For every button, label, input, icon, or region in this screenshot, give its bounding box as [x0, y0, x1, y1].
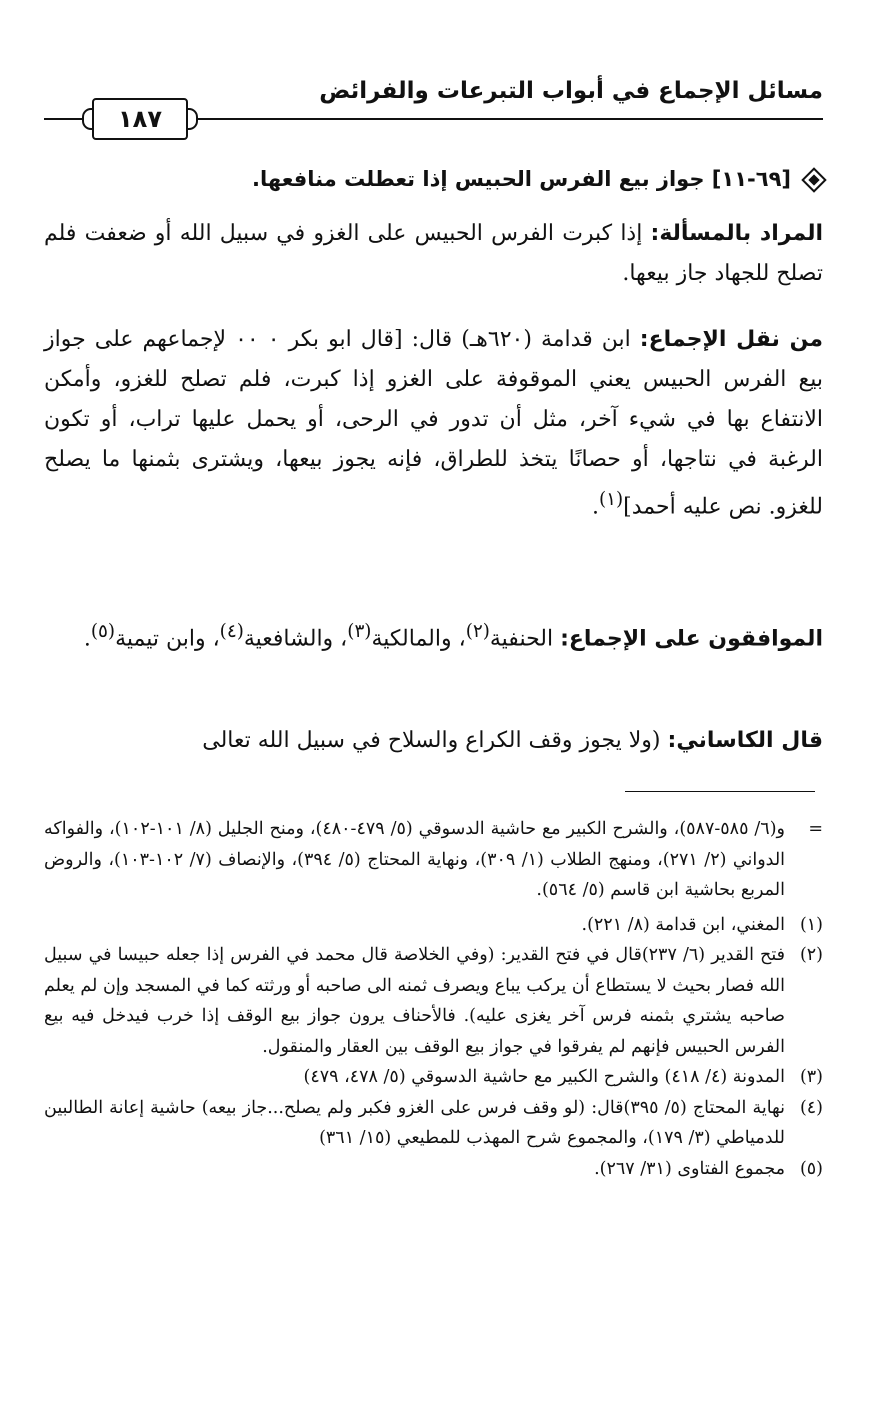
- agreeing-hanafi: الحنفية: [489, 626, 561, 652]
- footnote-item: [44, 1062, 823, 1093]
- footnote-mark: (٣): [799, 1067, 823, 1087]
- footnote-text: المدونة (٤/ ٤١٨) والشرح الكبير مع حاشية الدسوقي (٥/ ٤٧٨، ٤٧٩): [303, 1067, 785, 1087]
- issue-title: [٦٩-١١] جواز بيع الفرس الحبيس إذا تعطلت منافعها.: [251, 167, 791, 191]
- footnote-item: [44, 940, 823, 1062]
- footnote-item: [44, 910, 823, 941]
- meaning-lead: المراد بالمسألة:: [650, 221, 823, 246]
- footnote-continuation-text: و(٦/ ٥٨٥-٥٨٧)، والشرح الكبير مع حاشية الدسوقي (٥/ ٤٧٩-٤٨٠)، ومنح الجليل (٨/ ١٠١-١٠٢)، والفواكه الدواني (٢/ ٢٧١)، ومنهج الطلاب (١/ ٣٠٩)، ونهاية المحتاج (٥/ ٣٩٤)، والإنصاف (٧/ ١٠٢-١٠٣)، والروض المربع بحاشية ابن قاسم (٥/ ٥٦٤).: [44, 819, 786, 900]
- footnote-continuation-mark: =: [808, 819, 823, 839]
- footnote-mark: (٤): [799, 1097, 823, 1118]
- page-number-label: ١٨٧: [118, 105, 162, 133]
- footnote-text: فتح القدير (٦/ ٢٣٧)قال في فتح القدير: (وفي الخلاصة قال محمد في الفرس إذا جعله حبيسا في سبيل الله فصار بحيث لا يستطاع أن يركب يباع ويصرف ثمنه الى صاحبه أو ورثته كما في المسجد وإن لم يعلم صاحبه يشتري بثمنه فرس آخر يغزى عليه). فالأحناف يرون جواز بيع الوقف إذا خرب فيدخل فيه بيع الفرس الحبيس فإنهم لم يفرقوا في جواز بيع الوقف بين العقار والمنقول.: [44, 945, 785, 1057]
- agreeing-end: .: [83, 626, 91, 652]
- footnote-ref-4[interactable]: (٤): [219, 621, 244, 642]
- footnote-separator: [625, 791, 815, 792]
- agreeing-lead: الموافقون على الإجماع:: [560, 626, 823, 652]
- footnote-ref-1[interactable]: (١): [599, 489, 624, 510]
- agreeing-ibn-taymiyya: ، وابن تيمية: [115, 626, 220, 652]
- consensus-lead: من نقل الإجماع:: [639, 327, 823, 352]
- running-title: مسائل الإجماع في أبواب التبرعات والفرائض: [319, 78, 823, 104]
- paragraph-consensus-transmission: [44, 320, 823, 527]
- page-number: [92, 98, 188, 140]
- footnote-item: [44, 1154, 823, 1185]
- kasani-text: (ولا يجوز وقف الكراع والسلاح في سبيل الله تعالى: [202, 728, 668, 753]
- agreeing-maliki: ، والمالكية: [371, 626, 466, 652]
- paragraph-agreeing: [44, 612, 823, 659]
- footnote-mark: (٥): [799, 1158, 823, 1179]
- paragraph-meaning: [44, 214, 823, 294]
- footnote-text: مجموع الفتاوى (٣١/ ٢٦٧).: [594, 1158, 785, 1179]
- footnote-continuation: [44, 814, 823, 906]
- issue-heading: [53, 163, 823, 195]
- agreeing-shafii: ، والشافعية: [243, 626, 348, 652]
- footnote-text: نهاية المحتاج (٥/ ٣٩٥)قال: (لو وقف فرس على الغزو فكبر ولم يصلح...جاز بيعه) حاشية إعانة الطالبين للدمياطي (٣/ ١٧٩)، والمجموع شرح المهذب للمطيعي (١٥/ ٣٦١): [44, 1097, 785, 1148]
- footnote-item: [44, 1093, 823, 1154]
- paragraph-kasani: [44, 721, 823, 761]
- diamond-bullet-icon: [801, 167, 826, 192]
- kasani-lead: قال الكاساني:: [667, 728, 823, 753]
- meaning-text: إذا كبرت الفرس الحبيس على الغزو في سبيل الله أو ضعفت فلم تصلح للجهاد جاز بيعها.: [44, 221, 823, 286]
- footnotes: [44, 814, 823, 1184]
- footnote-mark: (٢): [799, 945, 823, 965]
- footnote-text: المغني، ابن قدامة (٨/ ٢٢١).: [581, 914, 785, 935]
- consensus-end: .: [592, 494, 599, 520]
- consensus-text: ابن قدامة (٦٢٠هـ) قال: [قال ابو بكر ٠ ٠٠ لإجماعهم على جواز بيع الفرس الحبيس يعني الموقوفة على الغزو إذا كبرت، فلم تصلح للغزو، وأمكن الانتفاع بها في شيء آخر، مثل أن تدور في الرحى، أو يحمل عليها تراب، أو تكون الرغبة في نتاجها، أو حصانًا يتخذ للطراق، فإنه يجوز بيعها، ويشترى بثمنها ما يصلح للغزو. نص عليه أحمد]: [44, 327, 823, 520]
- footnote-ref-2[interactable]: (٢): [465, 621, 490, 642]
- footnote-ref-3[interactable]: (٣): [347, 621, 372, 642]
- footnote-mark: (١): [799, 914, 823, 935]
- footnote-ref-5[interactable]: (٥): [90, 621, 116, 642]
